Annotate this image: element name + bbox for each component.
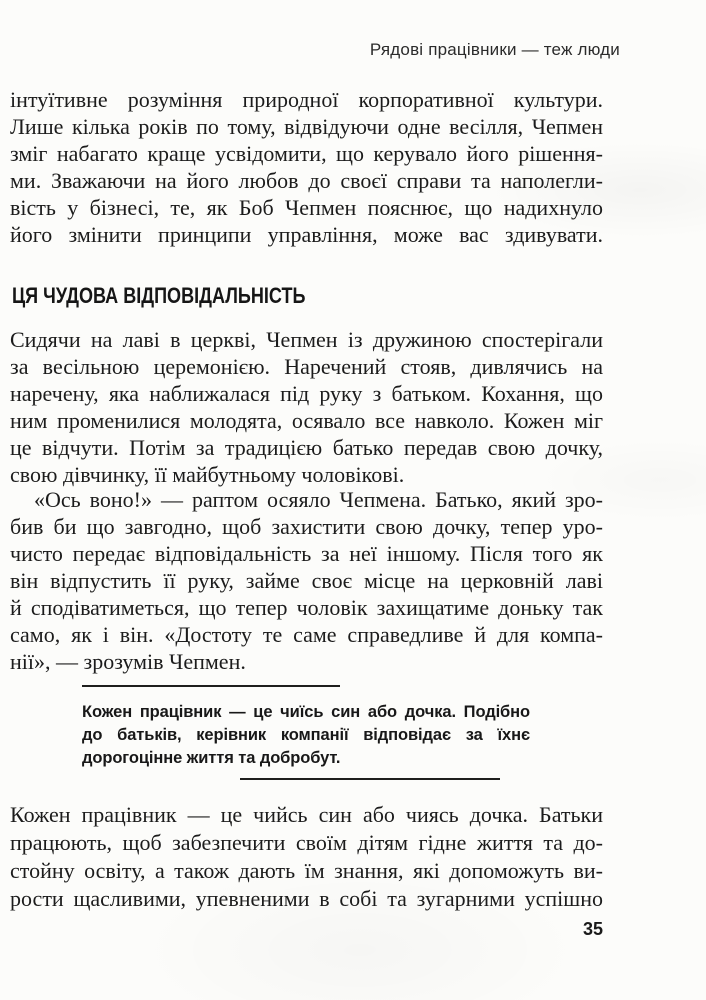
text-line: до батьків, керівник компанії відповідає за їхнє [82,726,530,744]
text-line: свою дівчинку, її майбутньому чоловікові. [10,462,405,487]
text-line: само, як і він. «Достоту те саме справедливе й для компа- [10,622,603,647]
text-line: «Ось воно!» — раптом осяяло Чепмена. Батько, який зро- [34,487,603,512]
text-line: він відпустить її руку, займе своє місце на церковній лаві [10,568,603,593]
blockquote-bottom-rule [240,778,500,780]
text-line: ним променилися молодята, осявало все навколо. Кожен міг [10,408,603,433]
paragraph [10,801,603,913]
blockquote-top-rule [82,685,340,687]
text-line: працюють, щоб забезпечити своїм дітям гідне життя та до- [10,830,603,855]
text-line: вість у бізнесі, те, як Боб Чепмен пояснює, що надихнуло [10,195,603,220]
text-line: нії», — зрозумів Чепмен. [10,649,246,674]
text-line: чисто передає відповідальність за неї іншому. Після того як [10,541,603,566]
text-line: за весільною церемонією. Наречений стояв, дивлячись на [10,354,603,379]
paragraph [10,326,603,488]
text-line: рости щасливими, упевненими в собі та зугарними успішно [10,886,603,911]
text-line: стойну освіту, а також дають їм знання, які допоможуть ви- [10,858,603,883]
text-line: ми. Зважаючи на його любов до своєї справи та наполегли- [10,168,603,193]
text-line: його змінити принципи управління, може вас здивувати. [10,222,603,247]
paragraph [10,86,603,248]
text-line: Кожен працівник — це чиїсь син або дочка. Подібно [82,703,530,721]
blockquote [82,701,530,770]
section-heading: ЦЯ ЧУДОВА ВІДПОВІДАЛЬНІСТЬ [12,283,306,308]
paragraph [10,486,603,675]
text-line: зміг набагато краще усвідомити, що керувало його рішення- [10,141,603,166]
text-line: наречену, яка наближалася під руку з батьком. Кохання, що [10,381,603,406]
text-line: Кожен працівник — це чийсь син або чиясь дочка. Батьки [10,802,603,827]
page-number: 35 [582,919,604,939]
text-line: інтуїтивне розуміння природної корпоративної культури. [10,87,603,112]
running-header: Рядові працівники — теж люди [369,40,620,59]
text-line: це відчути. Потім за традицією батько передав свою дочку, [10,435,603,460]
text-line: бив би що завгодно, щоб захистити свою дочку, тепер уро- [10,514,603,539]
text-line: дорогоцінне життя та добробут. [82,749,341,767]
text-line: Лише кілька років по тому, відвідуючи одне весілля, Чепмен [10,114,603,139]
text-line: й сподіватиметься, що тепер чоловік захищатиме доньку так [10,595,603,620]
text-line: Сидячи на лаві в церкві, Чепмен із дружиною спостерігали [10,327,603,352]
